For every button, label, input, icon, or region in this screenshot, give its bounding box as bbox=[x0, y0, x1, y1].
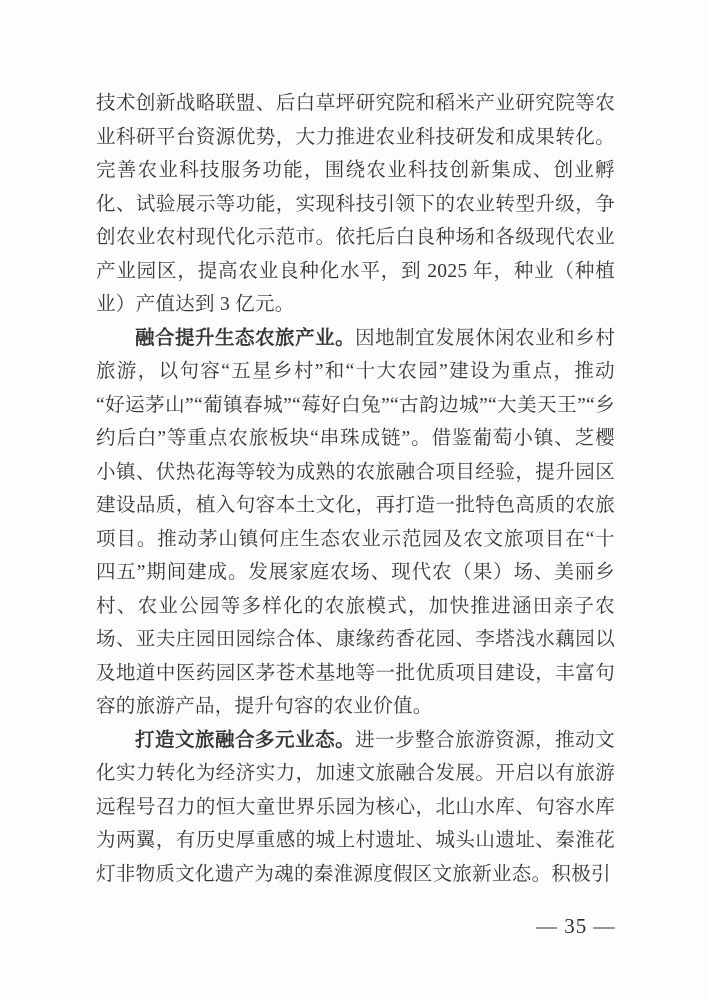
paragraph-body-text: 因地制宜发展休闲农业和乡村旅游，以句容“五星乡村”和“十大农园”建设为重点，推动“好运茅山”“葡镇春城”“莓好白兔”“古韵边城”“大美天王”“乡约后白”等重点农旅板块“串珠成链”。借鉴葡萄小镇、芝樱小镇、伏热花海等较为成熟的农旅融合项目经验，提升园区建设品质，植入句容本土文化，再打造一批特色高质的农旅项目。推动茅山镇何庄生态农业示范园及农文旅项目在“十四五”期间建成。发展家庭农场、现代农（果）场、美丽乡村、农业公园等多样化的农旅模式，加快推进涵田亲子农场、亚夫庄园田园综合体、康缘药香花园、李塔浅水藕园以及地道中医药园区茅苍术基地等一批优质项目建设，丰富句容的旅游产品，提升句容的农业价值。 bbox=[96, 327, 615, 717]
paragraph-body-text: 进一步整合旅游资源，推动文化实力转化为经济实力，加速文旅融合发展。开启以有旅游远程号召力的恒大童世界乐园为核心，北山水库、句容水库为两翼，有历史厚重感的城上村遗址、城头山遗址、秦淮花灯非物质文化遗产为魂的秦淮源度假区文旅新业态。积极引 bbox=[96, 729, 615, 885]
body-text bbox=[96, 87, 615, 891]
paragraph-continuation bbox=[96, 87, 615, 322]
page-number: — 35 — bbox=[536, 914, 616, 938]
paragraph-body-text: 技术创新战略联盟、后白草坪研究院和稻米产业研究院等农业科研平台资源优势，大力推进农业科技研发和成果转化。完善农业科技服务功能，围绕农业科技创新集成、创业孵化、试验展示等功能，实现科技引领下的农业转型升级，争创农业农村现代化示范市。依托后白良种场和各级现代农业产业园区，提高农业良种化水平，到 2025 年，种业（种植业）产值达到 3 亿元。 bbox=[96, 93, 615, 315]
paragraph-lead-bold: 打造文旅融合多元业态。 bbox=[135, 729, 356, 751]
paragraph-agritourism bbox=[96, 322, 615, 724]
paragraph-lead-bold: 融合提升生态农旅产业。 bbox=[135, 327, 356, 349]
paragraph-culture-tourism bbox=[96, 724, 615, 892]
